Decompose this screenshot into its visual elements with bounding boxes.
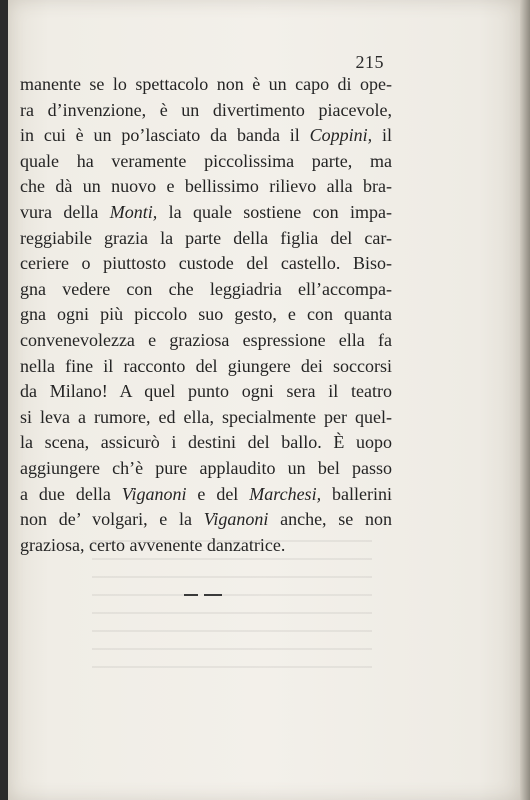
italic-name: Marchesi, <box>249 483 322 504</box>
book-page <box>8 0 520 800</box>
text-line: aggiungere ch’è pure applaudito un bel passo <box>20 457 392 478</box>
text-line: reggiabile grazia la parte della figlia del car- <box>20 227 392 248</box>
section-divider-dash <box>184 594 222 596</box>
text-line: ceriere o piuttosto custode del castello. Biso- <box>20 253 392 274</box>
italic-name: Viganoni <box>121 483 187 504</box>
text-line: la scena, assicurò i destini del ballo. È uopo <box>20 432 392 453</box>
text-line: non de’ volgari, e la Viganoni anche, se non <box>20 509 392 530</box>
text-line: gna ogni più piccolo suo gesto, e con quanta <box>20 304 392 325</box>
text-line: gna vedere con che leggiadria ell’accompa- <box>20 278 392 299</box>
text-line: convenevolezza e graziosa espressione ella fa <box>20 329 392 350</box>
body-paragraph <box>20 72 392 558</box>
text-line: graziosa, certo avvenente danzatrice. <box>20 534 286 555</box>
text-line: vura della Monti, la quale sostiene con impa- <box>20 201 393 222</box>
text-line: da Milano! A quel punto ogni sera il teatro <box>20 381 392 402</box>
italic-name: Coppini, <box>309 125 373 146</box>
text-line: nella fine il racconto del giungere dei soccorsi <box>20 355 392 376</box>
text-line: che dà un nuovo e bellissimo rilievo alla bra- <box>20 176 392 197</box>
text-line: si leva a rumore, ed ella, specialmente per quel- <box>20 406 392 427</box>
page-edge <box>520 0 530 800</box>
bleed-through-texture <box>92 540 372 670</box>
text-line: a due della Viganoni e del Marchesi, ballerini <box>20 483 392 504</box>
text-line: quale ha veramente piccolissima parte, ma <box>20 150 392 171</box>
text-line: ra d’invenzione, è un divertimento piacevole, <box>20 99 392 120</box>
italic-name: Monti, <box>109 201 158 222</box>
italic-name: Viganoni <box>203 509 269 530</box>
text-line: manente se lo spettacolo non è un capo di ope- <box>20 74 392 94</box>
text-line: in cui è un po’lasciato da banda il Coppini, il <box>20 125 392 146</box>
page-number: 215 <box>355 52 384 72</box>
